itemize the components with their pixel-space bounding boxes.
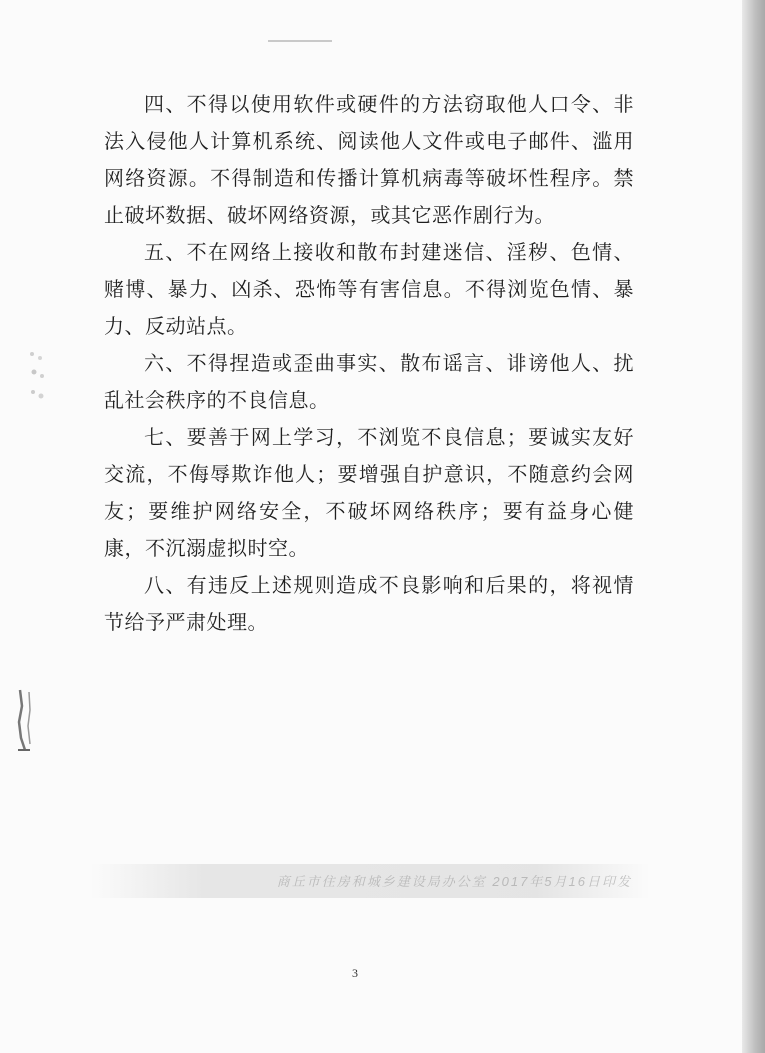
paragraph-rule-8: 八、有违反上述规则造成不良影响和后果的，将视情节给予严肃处理。	[104, 573, 634, 634]
paragraph-rule-4: 四、不得以使用软件或硬件的方法窃取他人口令、非法入侵他人计算机系统、阅读他人文件或电子邮件、滥用网络资源。不得制造和传播计算机病毒等破坏性程序。禁止破坏数据、破坏网络资源，或其它恶作剧行为。	[104, 92, 634, 227]
paragraph-rule-7: 七、要善于网上学习，不浏览不良信息；要诚实友好交流，不侮辱欺诈他人；要增强自护意识，不随意约会网友；要维护网络安全，不破坏网络秩序；要有益身心健康，不沉溺虚拟时空。	[104, 425, 634, 560]
footer-issue-stamp	[90, 864, 650, 898]
binding-hole-marks	[24, 346, 52, 406]
scan-page-edge	[742, 0, 765, 1053]
staple-mark	[12, 686, 38, 754]
footer-stamp-text: 商丘市住房和城乡建设局办公室 2017年5月16日印发	[276, 874, 632, 889]
paragraph-rule-6: 六、不得捏造或歪曲事实、散布谣言、诽谤他人、扰乱社会秩序的不良信息。	[104, 351, 634, 412]
document-body	[104, 86, 634, 641]
top-edge-mark	[268, 40, 332, 42]
page-number: 3	[352, 966, 358, 980]
paragraph-rule-5: 五、不在网络上接收和散布封建迷信、淫秽、色情、赌博、暴力、凶杀、恐怖等有害信息。不得浏览色情、暴力、反动站点。	[104, 240, 634, 338]
